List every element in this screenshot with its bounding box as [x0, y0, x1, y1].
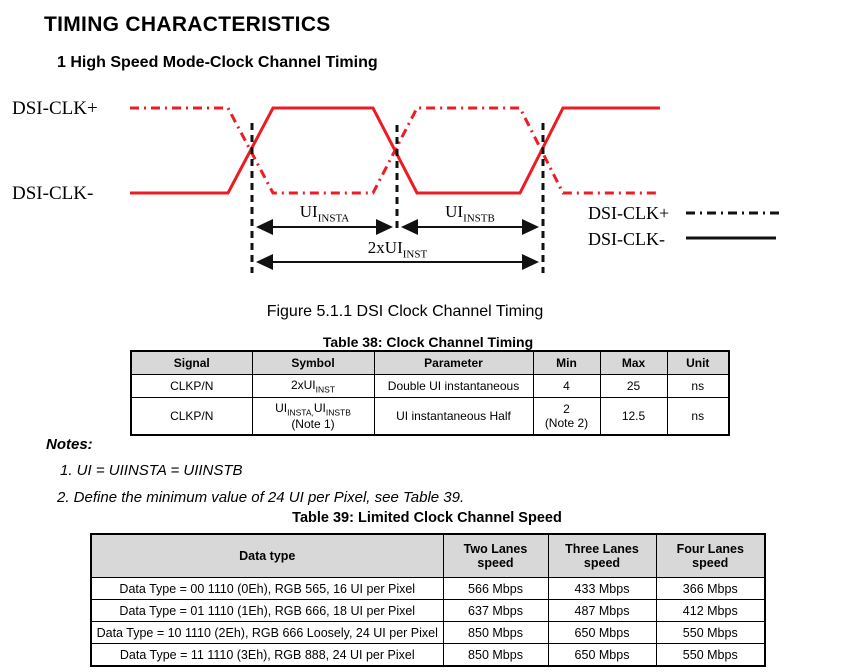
timing-parameter-table	[130, 350, 730, 436]
cell-four-lanes: 550 Mbps	[656, 622, 765, 644]
col-header-min: Min	[533, 351, 600, 375]
clock-channel-speed-table	[90, 533, 766, 667]
cell-three-lanes: 487 Mbps	[548, 600, 656, 622]
cell-data-type: Data Type = 10 1110 (2Eh), RGB 666 Loosely, 24 UI per Pixel	[91, 622, 443, 644]
dimension-label-uiinsta: $UI_{INSTA}$	[299, 202, 350, 225]
dimension-label-2xuiinst: 2xUI$_{INST}$	[367, 238, 428, 261]
cell-two-lanes: 637 Mbps	[443, 600, 548, 622]
waveform-canvas	[0, 90, 810, 295]
col-header-unit: Unit	[667, 351, 729, 375]
table-header-row	[131, 351, 729, 375]
cell-parameter: Double UI instantaneous	[374, 375, 533, 398]
cell-four-lanes: 366 Mbps	[656, 578, 765, 600]
speed-table-title: Table 39: Limited Clock Channel Speed	[292, 510, 562, 526]
table-row	[91, 600, 765, 622]
col-header-three-lanes: Three Lanes speed	[548, 534, 656, 578]
note-item: 2. Define the minimum value of 24 UI per Pixel, see Table 39.	[57, 489, 465, 506]
table-row	[91, 578, 765, 600]
cell-min: 2 (Note 2)	[533, 398, 600, 436]
clk-minus-label: DSI-CLK-	[12, 183, 94, 204]
cell-signal: CLKP/N	[131, 375, 252, 398]
cell-two-lanes: 850 Mbps	[443, 622, 548, 644]
section-heading: 1 High Speed Mode-Clock Channel Timing	[57, 54, 378, 71]
cell-data-type: Data Type = 11 1110 (3Eh), RGB 888, 24 UI per Pixel	[91, 644, 443, 667]
col-header-two-lanes: Two Lanes speed	[443, 534, 548, 578]
table-row	[91, 644, 765, 667]
dimension-label-uiinstb: $UI_{INSTB}$	[445, 202, 495, 225]
clk-minus-waveform	[130, 108, 660, 193]
table-row	[131, 375, 729, 398]
cell-max: 25	[600, 375, 667, 398]
legend-clk-plus-label: DSI-CLK+	[588, 203, 670, 223]
notes-heading: Notes:	[46, 436, 93, 453]
cell-max: 12.5	[600, 398, 667, 436]
clock-timing-diagram	[0, 90, 810, 295]
cell-unit: ns	[667, 398, 729, 436]
col-header-max: Max	[600, 351, 667, 375]
col-header-symbol: Symbol	[252, 351, 374, 375]
cropped-table-caption: Table 38: Clock Channel Timing	[322, 334, 534, 350]
cell-two-lanes: 566 Mbps	[443, 578, 548, 600]
note-item: 1. UI = UIINSTA = UIINSTB	[60, 462, 243, 479]
table-row	[131, 398, 729, 436]
cell-symbol: 2xUI$_{INST}$	[252, 375, 374, 398]
table-header-row	[91, 534, 765, 578]
page-title: TIMING CHARACTERISTICS	[44, 13, 331, 36]
cell-three-lanes: 650 Mbps	[548, 644, 656, 667]
col-header-four-lanes: Four Lanes speed	[656, 534, 765, 578]
col-header-signal: Signal	[131, 351, 252, 375]
col-header-data-type: Data type	[91, 534, 443, 578]
table-row	[91, 622, 765, 644]
figure-caption: Figure 5.1.1 DSI Clock Channel Timing	[266, 303, 544, 320]
cell-parameter: UI instantaneous Half	[374, 398, 533, 436]
legend-clk-minus-label: DSI-CLK-	[588, 229, 665, 249]
cell-data-type: Data Type = 01 1110 (1Eh), RGB 666, 18 UI per Pixel	[91, 600, 443, 622]
cell-four-lanes: 550 Mbps	[656, 644, 765, 667]
cell-unit: ns	[667, 375, 729, 398]
cell-min: 4	[533, 375, 600, 398]
clk-plus-label: DSI-CLK+	[12, 98, 98, 119]
cell-three-lanes: 433 Mbps	[548, 578, 656, 600]
cell-signal: CLKP/N	[131, 398, 252, 436]
cell-symbol: $UI_{INSTA,}UI_{INSTB}$ (Note 1)	[252, 398, 374, 436]
col-header-parameter: Parameter	[374, 351, 533, 375]
cell-data-type: Data Type = 00 1110 (0Eh), RGB 565, 16 UI per Pixel	[91, 578, 443, 600]
cell-two-lanes: 850 Mbps	[443, 644, 548, 667]
cell-four-lanes: 412 Mbps	[656, 600, 765, 622]
cell-three-lanes: 650 Mbps	[548, 622, 656, 644]
